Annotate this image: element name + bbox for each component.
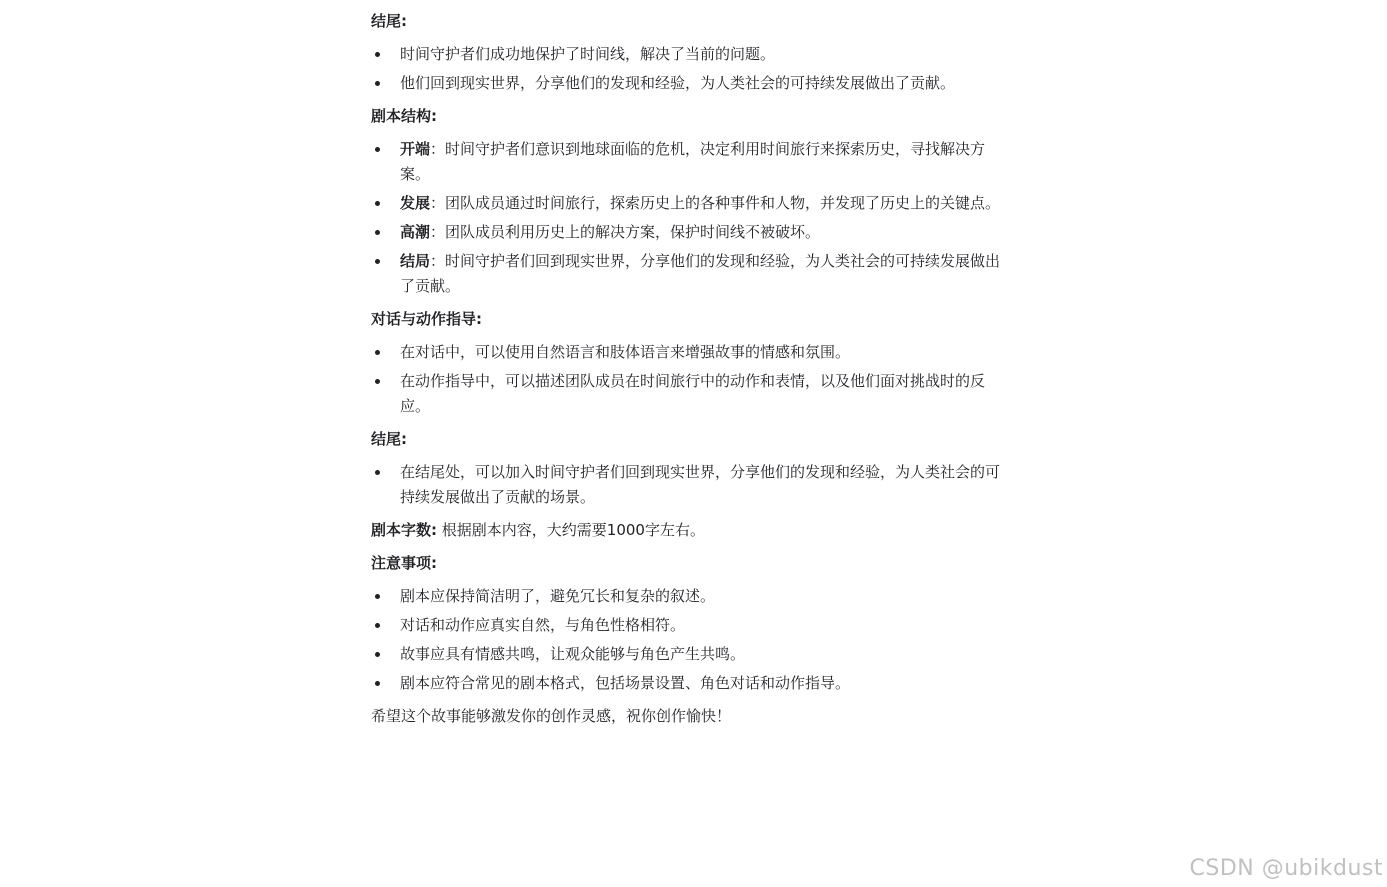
heading-structure: 剧本结构: <box>371 107 437 125</box>
notes-list <box>371 584 1011 696</box>
list-item: 故事应具有情感共鸣，让观众能够与角色产生共鸣。 <box>371 642 1011 667</box>
term-label: 高潮 <box>400 223 431 241</box>
top-list <box>371 0 1011 1</box>
term-text: ：时间守护者们意识到地球面临的危机，决定利用时间旅行来探索历史，寻找解决方案。 <box>400 140 986 183</box>
term-label: 发展 <box>400 194 431 212</box>
list-item <box>371 220 1011 245</box>
term-text: ：团队成员利用历史上的解决方案，保护时间线不被破坏。 <box>430 223 821 241</box>
heading-ending-2: 结尾: <box>371 430 407 448</box>
heading-notes: 注意事项: <box>371 554 437 572</box>
term-label: 开端 <box>400 140 431 158</box>
list-item: 对话和动作应真实自然，与角色性格相符。 <box>371 613 1011 638</box>
word-count-paragraph <box>371 518 1011 543</box>
list-item <box>371 249 1011 299</box>
list-item <box>371 137 1011 187</box>
article-body <box>371 0 1011 737</box>
term-text: ：团队成员通过时间旅行，探索历史上的各种事件和人物，并发现了历史上的关键点。 <box>430 194 1001 212</box>
list-item: 他们回到现实世界，分享他们的发现和经验，为人类社会的可持续发展做出了贡献。 <box>371 71 1011 96</box>
list-item: 在对话中，可以使用自然语言和肢体语言来增强故事的情感和氛围。 <box>371 340 1011 365</box>
list-item: 时间守护者们成功地保护了时间线，解决了当前的问题。 <box>371 42 1011 67</box>
term-label: 结局 <box>400 252 431 270</box>
list-item: 剧本应保持简洁明了，避免冗长和复杂的叙述。 <box>371 584 1011 609</box>
list-item <box>371 191 1011 216</box>
heading-dialogue: 对话与动作指导: <box>371 310 482 328</box>
list-item: 在结尾处，可以加入时间守护者们回到现实世界，分享他们的发现和经验，为人类社会的可持续发展做出了贡献的场景。 <box>371 460 1011 510</box>
dialogue-list <box>371 340 1011 419</box>
ending-2-list <box>371 460 1011 510</box>
closing-paragraph: 希望这个故事能够激发你的创作灵感，祝你创作愉快！ <box>371 707 732 725</box>
structure-list <box>371 137 1011 299</box>
heading-ending-1: 结尾: <box>371 12 407 30</box>
list-item: 在动作指导中，可以描述团队成员在时间旅行中的动作和表情，以及他们面对挑战时的反应。 <box>371 369 1011 419</box>
term-text: ：时间守护者们回到现实世界，分享他们的发现和经验，为人类社会的可持续发展做出了贡献。 <box>400 252 1001 295</box>
list-item <box>371 0 1011 1</box>
list-item: 剧本应符合常见的剧本格式，包括场景设置、角色对话和动作指导。 <box>371 671 1011 696</box>
ending-1-list <box>371 42 1011 96</box>
watermark: CSDN @ubikdust <box>1189 856 1383 881</box>
word-count-label: 剧本字数: <box>371 521 437 539</box>
word-count-text: 根据剧本内容，大约需要1000字左右。 <box>437 521 705 539</box>
